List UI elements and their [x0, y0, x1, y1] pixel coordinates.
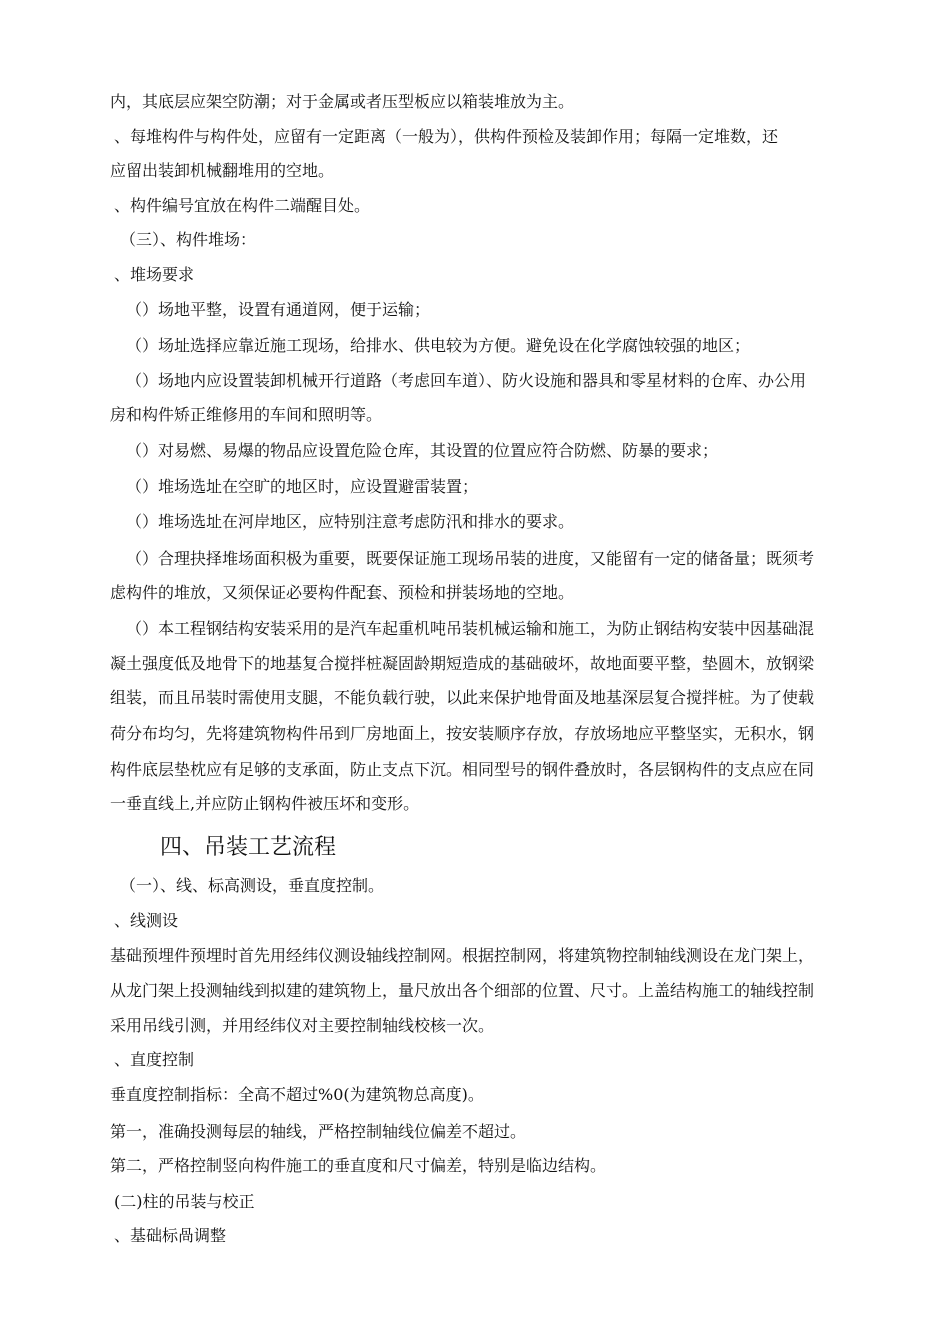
list-item: （）合理抉择堆场面积极为重要，既要保证施工现场吊装的进度，又能留有一定的储备量；既须考 — [126, 549, 815, 568]
paragraph-line: 应留出装卸机械翻堆用的空地。 — [110, 161, 335, 180]
list-item-continuation: 荷分布均匀，先将建筑物构件吊到厂房地面上，按安装顺序存放，存放场地应平整坚实，无积水，钢 — [110, 724, 815, 743]
paragraph-line: 、每堆构件与构件处，应留有一定距离（一般为），供构件预检及装卸作用；每隔一定堆数，还 — [114, 127, 779, 146]
list-item: （）场地平整，设置有通道网，便于运输； — [126, 300, 431, 319]
section-heading: (二)柱的吊装与校正 — [114, 1192, 255, 1211]
subsection-heading: 、基础标咼调整 — [114, 1226, 227, 1245]
list-item: （）场地内应设置装卸机械开行道路（考虑回车道）、防火设施和器具和零星材料的仓库、办公用 — [126, 371, 807, 390]
list-item-continuation: 凝土强度低及地骨下的地基复合搅拌桩凝固龄期短造成的基础破坏，故地面要平整，垫圆木，放钢梁 — [110, 654, 815, 673]
list-item-continuation: 虑构件的堆放，又须保证必要构件配套、预检和拼装场地的空地。 — [110, 583, 575, 602]
paragraph-line: 垂直度控制指标：全高不超过%0(为建筑物总高度)。 — [110, 1085, 484, 1104]
paragraph-line: 基础预埋件预埋时首先用经纬仪测设轴线控制网。根据控制网，将建筑物控制轴线测设在龙门架上， — [110, 946, 815, 965]
paragraph-line: 第一，准确投测每层的轴线，严格控制轴线位偏差不超过。 — [110, 1122, 527, 1141]
section-heading: （三）、构件堆场： — [120, 230, 257, 249]
paragraph-line: 采用吊线引测，并用经纬仪对主要控制轴线校核一次。 — [110, 1016, 495, 1035]
list-item: （）堆场选址在空旷的地区时，应设置避雷装置； — [126, 477, 479, 496]
paragraph-line: 、构件编号宜放在构件二端醒目处。 — [114, 196, 371, 215]
subsection-heading: 、堆场要求 — [114, 265, 195, 284]
paragraph-line: 内，其底层应架空防潮；对于金属或者压型板应以箱装堆放为主。 — [110, 92, 575, 111]
list-item: （）堆场选址在河岸地区，应特别注意考虑防汛和排水的要求。 — [126, 512, 575, 531]
paragraph-line: 从龙门架上投测轴线到拟建的建筑物上，量尺放出各个细部的位置、尺寸。上盖结构施工的轴线控制 — [110, 981, 815, 1000]
chapter-heading: 四、吊装工艺流程 — [160, 835, 337, 860]
paragraph-line: 第二，严格控制竖向构件施工的垂直度和尺寸偏差，特别是临边结构。 — [110, 1156, 607, 1175]
list-item: （）场址选择应靠近施工现场，给排水、供电较为方便。避免设在化学腐蚀较强的地区； — [126, 336, 751, 355]
list-item-continuation: 组装，而且吊装时需使用支腿，不能负载行驶，以此来保护地骨面及地基深层复合搅拌桩。为了使载 — [110, 688, 815, 707]
section-heading: （一）、线、标高测设，垂直度控制。 — [120, 876, 385, 895]
subsection-heading: 、直度控制 — [114, 1050, 195, 1069]
subsection-heading: 、线测设 — [114, 911, 179, 930]
list-item: （）本工程钢结构安装采用的是汽车起重机吨吊装机械运输和施工，为防止钢结构安装中因基础混 — [126, 619, 815, 638]
list-item-continuation: 一垂直线上,并应防止钢构件被压坏和变形。 — [110, 794, 420, 813]
list-item-continuation: 构件底层垫枕应有足够的支承面，防止支点下沉。相同型号的钢件叠放时，各层钢构件的支点应在同 — [110, 760, 815, 779]
list-item: （）对易燃、易爆的物品应设置危险仓库，其设置的位置应符合防燃、防暴的要求； — [126, 441, 719, 460]
list-item-continuation: 房和构件矫正维修用的车间和照明等。 — [110, 405, 383, 424]
